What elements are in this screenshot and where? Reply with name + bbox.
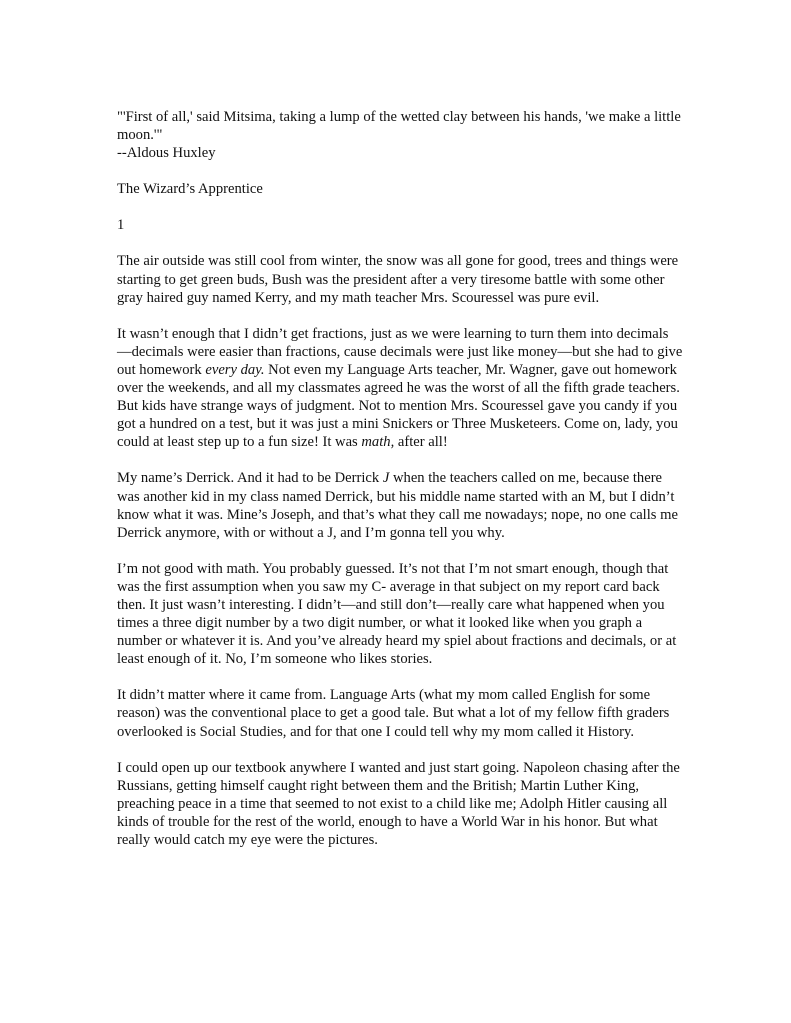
- paragraph-3: [117, 469, 683, 541]
- paragraph-6: I could open up our textbook anywhere I wanted and just start going. Napoleon chasing after the Russians, getting himself caught right between them and the British; Martin Luther King, preaching peace in a time that seemed to not exist to a child like me; Adolph Hitler causing all kinds of trouble for the rest of the world, enough to have a World War in his honor. But what really would catch my eye were the pictures.: [117, 759, 680, 848]
- document-page: [117, 108, 683, 867]
- paragraph-2: [117, 325, 683, 452]
- paragraph-2-emphasis-1: every day.: [205, 361, 265, 378]
- paragraph-2-emphasis-2: math,: [361, 434, 395, 451]
- epigraph-quote: "'First of all,' said Mitsima, taking a lump of the wetted clay between his hands, 'we make a little moon.'": [117, 109, 681, 144]
- chapter-number: 1: [117, 217, 125, 234]
- paragraph-3-text-b: when the teachers called on me, because there was another kid in my class named Derrick, but his middle name started with an M, but I didn’t know what it was. Mine’s Joseph, and that’s what they call me nowadays; nope, no one calls me Derrick anymore, with or without a J, and I’m gonna tell you why.: [117, 470, 678, 541]
- paragraph-2-text-a: It wasn’t enough that I didn’t get fractions, just as we were learning to turn them into decimals—decimals were easier than fractions, cause decimals were just like money—but she had to give out homework: [117, 325, 683, 378]
- epigraph-attribution: --Aldous Huxley: [117, 145, 216, 162]
- paragraph-3-text-a: My name’s Derrick. And it had to be Derrick: [117, 470, 383, 487]
- paragraph-3-emphasis: J: [382, 470, 390, 487]
- paragraph-1: The air outside was still cool from winter, the snow was all gone for good, trees and things were starting to get green buds, Bush was the president after a very tiresome battle with some other gray haired guy named Kerry, and my math teacher Mrs. Scouressel was pure evil.: [117, 253, 679, 306]
- paragraph-2-text-b: Not even my Language Arts teacher, Mr. Wagner, gave out homework over the weekends, and all my classmates agreed he was the worst of all the fifth grade teachers. But kids have strange ways of judgment. Not to mention Mrs. Scouressel gave you candy if you got a hundred on a test, but it was just a mini Snickers or Three Musketeers. Come on, lady, you could at least step up to a fun size! It was: [117, 361, 680, 451]
- paragraph-4: I’m not good with math. You probably guessed. It’s not that I’m not smart enough, though that was the first assumption when you saw my C- average in that subject on my report card back then. It just wasn’t interesting. I didn’t—and still don’t—really care what happened when you times a three digit number by a two digit number, or what it looked like when you graph a number or whatever it is. And you’ve already heard my spiel about fractions and decimals, or at least enough of it. No, I’m someone who likes stories.: [117, 560, 677, 668]
- epigraph: [117, 108, 683, 162]
- story-title: The Wizard’s Apprentice: [117, 181, 263, 198]
- paragraph-2-text-c: after all!: [394, 434, 448, 451]
- paragraph-5: It didn’t matter where it came from. Language Arts (what my mom called English for some reason) was the conventional place to get a good tale. But what a lot of my fellow fifth graders overlooked is Social Studies, and for that one I could tell why my mom called it History.: [117, 687, 670, 740]
